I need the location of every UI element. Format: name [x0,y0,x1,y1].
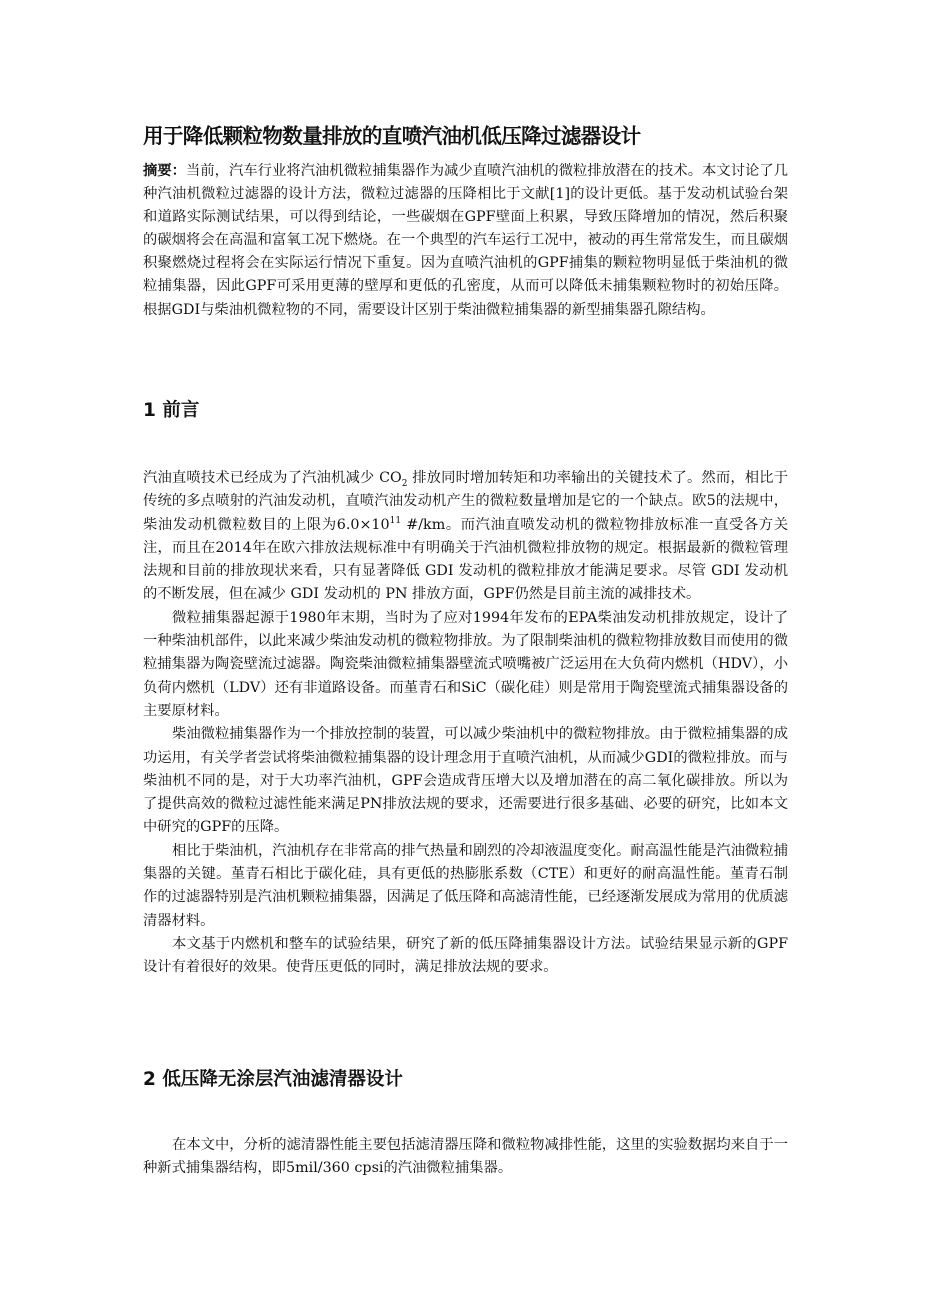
abstract-text: 当前，汽车行业将汽油机微粒捕集器作为减少直喷汽油机的微粒排放潜在的技术。本文讨论了几种汽油机微粒过滤器的设计方法，微粒过滤器的压降相比于文献[1]的设计更低。基于发动机试验台架和道路实际测试结果，可以得到结论，一些碳烟在GPF壁面上积累，导致压降增加的情况，然后积聚的碳烟将会在高温和富氧工况下燃烧。在一个典型的汽车运行工况中，被动的再生常常发生，而且碳烟积聚燃烧过程将会在实际运行情况下重复。因为直喷汽油机的GPF捕集的颗粒物明显低于柴油机的微粒捕集器，因此GPF可采用更薄的壁厚和更低的孔密度，从而可以降低未捕集颗粒物时的初始压降。根据GDI与柴油机微粒物的不同，需要设计区别于柴油微粒捕集器的新型捕集器孔隙结构。 [143,163,789,318]
section-1-paragraph-3: 柴油微粒捕集器作为一个排放控制的装置，可以减少柴油机中的微粒物排放。由于微粒捕集器的成功运用，有关学者尝试将柴油微粒捕集器的设计理念用于直喷汽油机，从而减少GDI的微粒排放。而与柴油机不同的是，对于大功率汽油机，GPF会造成背压增大以及增加潜在的高二氧化碳排放。所以为了提供高效的微粒过滤性能来满足PN排放法规的要求，还需要进行很多基础、必要的研究，比如本文中研究的GPF的压降。 [143,726,788,836]
section-1-paragraph-4: 相比于柴油机，汽油机存在非常高的排气热量和剧烈的冷却液温度变化。耐高温性能是汽油微粒捕集器的关键。堇青石相比于碳化硅，具有更低的热膨胀系数（CTE）和更好的耐高温性能。堇青石制作的过滤器特别是汽油机颗粒捕集器，因满足了低压降和高滤清性能，已经逐渐发展成为常用的优质滤清器材料。 [143,842,788,929]
section-1-paragraph-2: 微粒捕集器起源于1980年末期，当时为了应对1994年发布的EPA柴油发动机排放规定，设计了一种柴油机部件，以此来减少柴油发动机的微粒物排放。为了限制柴油机的微粒物排放数目而使用的微粒捕集器为陶瓷壁流过滤器。陶瓷柴油微粒捕集器壁流式喷嘴被广泛运用在大负荷内燃机（HDV），小负荷内燃机（LDV）还有非道路设备。而堇青石和SiC（碳化硅）则是常用于陶瓷壁流式捕集器设备的主要原材料。 [143,609,788,719]
section-1-heading: 1 前言 [143,400,200,421]
section-2-paragraph-1: 在本文中，分析的滤清器性能主要包括滤清器压降和微粒物减排性能，这里的实验数据均来自于一种新式捕集器结构，即5mil/360 cpsi的汽油微粒捕集器。 [143,1137,788,1177]
section-1-paragraph-1: 汽油直喷技术已经成为了汽油机减少 $CO_2$ 排放同时增加转矩和功率输出的关键技术了。然而，相比于传统的多点喷射的汽油发动机，直喷汽油发动机产生的微粒数量增加是它的一个缺点。欧5的法规中，柴油发动机微粒数目的上限为$6.0\times 10^{11}$ #/km。而汽油直喷发动机的微粒物排放标准一直受各方关注，而且在2014年在欧六排放法规标准中有明确关于汽油机微粒排放物的规定。根据最新的微粒管理法规和目前的排放现状来看，只有显著降低 GDI 发动机的微粒排放才能满足要求。尽管 GDI 发动机的不断发展，但在减少 GDI 发动机的 PN 排放方面，GPF仍然是目前主流的减排技术。 [143,470,789,603]
section-1-paragraph-5: 本文基于内燃机和整车的试验结果，研究了新的低压降捕集器设计方法。试验结果显示新的GPF设计有着很好的效果。使背压更低的同时，满足排放法规的要求。 [143,935,788,976]
section-1-body [143,467,788,980]
section-2-body [143,1134,788,1181]
paper-title: 用于降低颗粒物数量排放的直喷汽油机低压降过滤器设计 [143,124,641,148]
abstract [143,160,788,322]
exponent-superscript: 11 [389,515,402,526]
co2-subscript: 2 [401,478,408,489]
section-2-heading: 2 低压降无涂层汽油滤清器设计 [143,1069,403,1090]
abstract-label: 摘要： [143,163,187,179]
